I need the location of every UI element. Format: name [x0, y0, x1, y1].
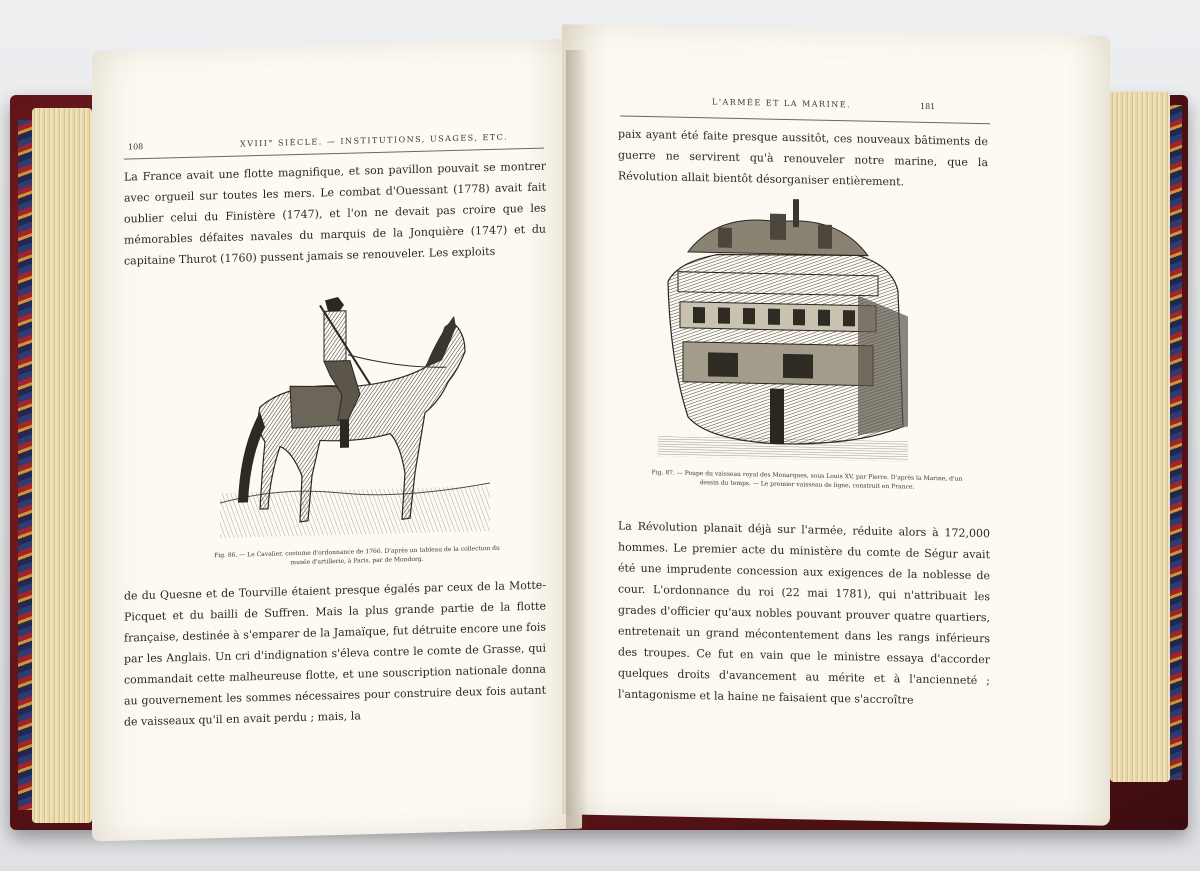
- page-edges-left: [32, 108, 92, 823]
- right-paragraph-top: paix ayant été faite presque aussitôt, ces nouveaux bâtiments de guerre ne servirent qu'à renouveler notre marine, que la Révolution allait bientôt désorganiser entièrement.: [618, 127, 988, 189]
- right-page-number: 181: [920, 101, 936, 112]
- cavalier-engraving: [220, 271, 500, 548]
- page-edges-right: [1110, 92, 1170, 782]
- ship-stern-engraving: [658, 191, 918, 466]
- left-figure-caption: Fig. 86. — Le Cavalier, costume d'ordonnance de 1766. D'après un tableau de la collection du musée d'artillerie, à Paris, par de Mondorg.: [214, 544, 500, 567]
- right-figure-caption: Fig. 87. — Poupe du vaisseau royal des Monarques, sous Louis XV, par Pierre. D'après la Marine, d'un dessin du temps. — Le premier vaisseau de ligne, construit en France.: [651, 469, 963, 491]
- left-running-header: XVIII° SIÈCLE. — INSTITUTIONS, USAGES, ETC.: [240, 132, 508, 149]
- left-paragraph-bottom: de du Quesne et de Tourville étaient presque égalés par ceux de la Motte-Picquet et du bailli de Suffren. Mais la plus grande partie de la flotte française, destinée à s'emparer de la Jamaïque, fut détruite encore une fois par les Anglais. Un cri d'indignation s'éleva contre le comte de Grasse, qui commandait cette malheureuse flotte, et une souscription nationale donna au gouvernement les sommes nécessaires pour construire deux fois autant de vaisseaux qu'il en avait perdu ; mais, la: [124, 578, 546, 729]
- left-page: [92, 39, 582, 842]
- right-header-rule: [620, 115, 990, 124]
- book-gutter-shadow: [566, 50, 588, 830]
- left-paragraph-top: La France avait une flotte magnifique, et son pavillon pouvait se montrer avec orgueil sur toutes les mers. Le combat d'Ouessant (1778) avait fait oublier celui du Finistère (1747), et l'on ne devait pas croire que les mémorables défaites navales du marquis de la Jonquière (1747) et du capitaine Thurot (1760) pussent jamais se renouveler. Les exploits: [124, 159, 546, 268]
- right-paragraph-bottom: La Révolution planait déjà sur l'armée, réduite alors à 172,000 hommes. Le premier acte du ministère du comte de Ségur avait été une imprudente concession aux exigences de la noblesse de cour. L'ordonnance du roi (22 mai 1781), qui n'attribuait les grades d'officier qu'aux nobles pouvant prouver quatre quartiers, entretenait un grand mécontentement dans les rangs inférieurs des troupes. Ce fut en vain que le ministre essaya d'accorder quelques droits d'avancement au mérite et à l'ancienneté ; l'antagonisme et la haine ne faisaient que s'accroître: [618, 519, 990, 707]
- right-page: [562, 24, 1110, 825]
- left-page-number: 108: [128, 142, 144, 152]
- right-running-header: L'ARMÉE ET LA MARINE.: [712, 97, 852, 110]
